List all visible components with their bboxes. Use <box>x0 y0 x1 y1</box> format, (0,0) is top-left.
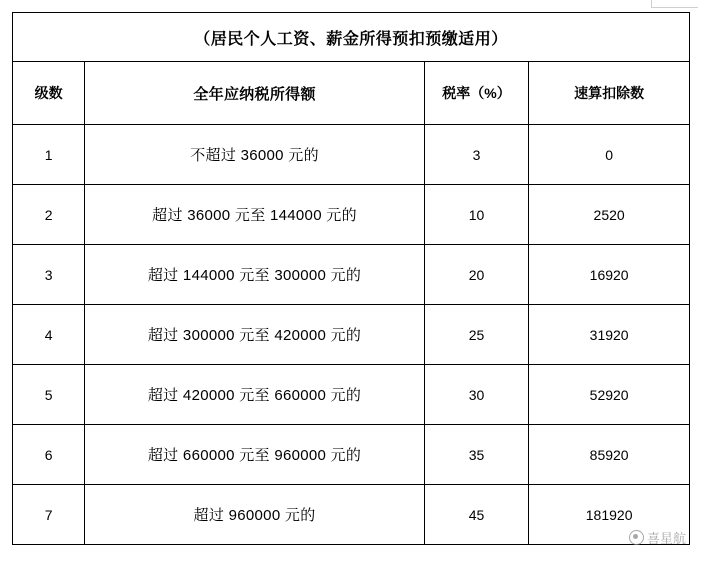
cell-rate: 20 <box>424 245 528 305</box>
cell-level: 5 <box>13 365 85 425</box>
cell-income-range: 超过 660000 元至 960000 元的 <box>85 425 424 485</box>
cell-rate: 30 <box>424 365 528 425</box>
cell-quick-deduction: 181920 <box>529 485 690 545</box>
table-row <box>13 365 690 425</box>
cell-level: 7 <box>13 485 85 545</box>
cell-income-range: 超过 300000 元至 420000 元的 <box>85 305 424 365</box>
table-header-row <box>13 62 690 125</box>
column-header-level: 级数 <box>13 62 85 125</box>
cell-quick-deduction: 16920 <box>529 245 690 305</box>
column-header-rate: 税率（%） <box>424 62 528 125</box>
cell-quick-deduction: 85920 <box>529 425 690 485</box>
cell-rate: 25 <box>424 305 528 365</box>
watermark-text: 喜星航 <box>646 531 686 546</box>
cell-income-range: 超过 420000 元至 660000 元的 <box>85 365 424 425</box>
corner-mark <box>651 0 698 8</box>
cell-level: 3 <box>13 245 85 305</box>
table-title-row <box>13 13 690 62</box>
cell-level: 6 <box>13 425 85 485</box>
table-row <box>13 425 690 485</box>
cell-quick-deduction: 52920 <box>529 365 690 425</box>
cell-level: 4 <box>13 305 85 365</box>
table-title: （居民个人工资、薪金所得预扣预缴适用） <box>13 13 690 62</box>
cell-quick-deduction: 0 <box>529 125 690 185</box>
cell-income-range: 超过 36000 元至 144000 元的 <box>85 185 424 245</box>
table-row <box>13 305 690 365</box>
cell-rate: 10 <box>424 185 528 245</box>
cell-level: 1 <box>13 125 85 185</box>
column-header-income-range: 全年应纳税所得额 <box>85 62 424 125</box>
cell-rate: 3 <box>424 125 528 185</box>
cell-quick-deduction: 2520 <box>529 185 690 245</box>
column-header-quick-deduction: 速算扣除数 <box>529 62 690 125</box>
tax-rate-table <box>12 12 690 545</box>
cell-level: 2 <box>13 185 85 245</box>
cell-income-range: 超过 144000 元至 300000 元的 <box>85 245 424 305</box>
table-row <box>13 185 690 245</box>
cell-income-range: 超过 960000 元的 <box>85 485 424 545</box>
cell-rate: 35 <box>424 425 528 485</box>
table-row <box>13 485 690 545</box>
cell-rate: 45 <box>424 485 528 545</box>
cell-income-range: 不超过 36000 元的 <box>85 125 424 185</box>
cell-quick-deduction: 31920 <box>529 305 690 365</box>
table-row <box>13 245 690 305</box>
table-row <box>13 125 690 185</box>
